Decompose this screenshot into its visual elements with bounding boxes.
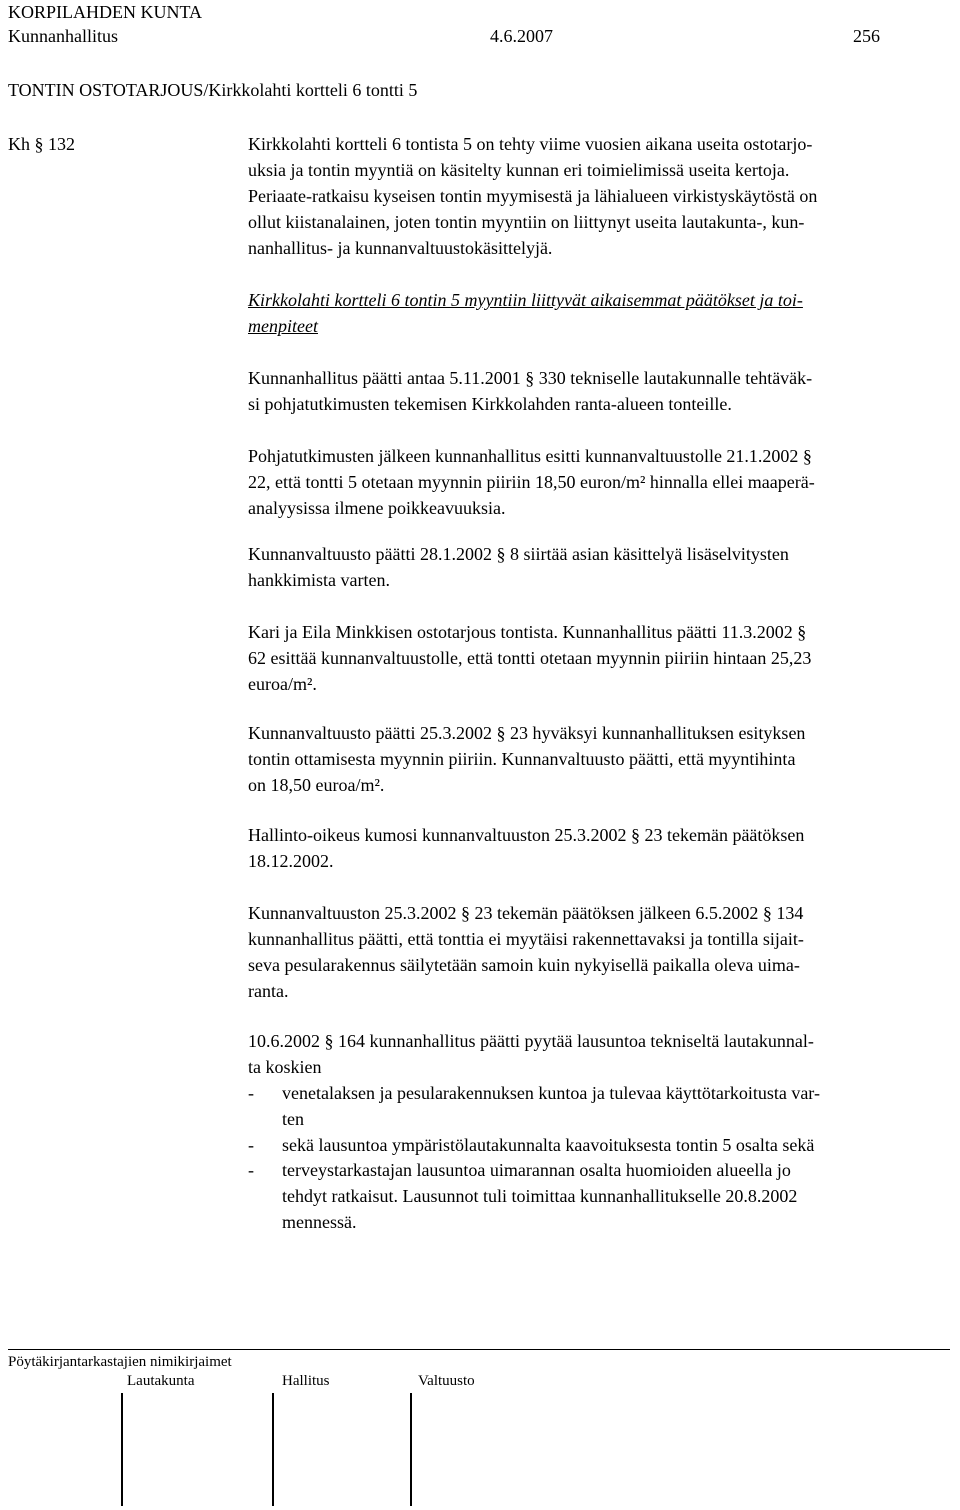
- meeting-date: 4.6.2007: [490, 26, 553, 46]
- document-title: TONTIN OSTOTARJOUS/Kirkkolahti kortteli 6 tontti 5: [8, 80, 418, 100]
- text-line: si pohjatutkimusten tekemisen Kirkkolahden ranta-alueen tonteille.: [248, 394, 732, 414]
- text-line: Kari ja Eila Minkkisen ostotarjous tontista. Kunnanhallitus päätti 11.3.2002 §: [248, 622, 807, 642]
- organization-name: KORPILAHDEN KUNTA: [8, 2, 203, 22]
- text-line: mennessä.: [282, 1212, 357, 1232]
- list-item: [248, 1132, 948, 1158]
- subheading-line: menpiteet: [248, 316, 318, 336]
- signature-column-line: [272, 1393, 274, 1506]
- text-line: ollut kiistanalainen, joten tontin myyntiin on liittynyt useita lautakunta-, kun-: [248, 212, 805, 232]
- decision-paragraph: [248, 619, 948, 697]
- text-line: uksia ja tontin myyntiä on käsitelty kunnan eri toimielimissä useita kertoja.: [248, 160, 790, 180]
- text-line: 62 esittää kunnanvaltuustolle, että tontti otetaan myynnin piiriin hintaan 25,23: [248, 648, 812, 668]
- text-line: seva pesularakennus säilytetään samoin kuin nykyisellä paikalla oleva uima-: [248, 955, 800, 975]
- text-line: ranta.: [248, 981, 289, 1001]
- section-subheading: [248, 287, 948, 339]
- list-item: [248, 1157, 948, 1235]
- text-line: analyysissa ilmene poikkeavuuksia.: [248, 498, 506, 518]
- column-valtuusto: Valtuusto: [418, 1373, 475, 1389]
- text-line: Hallinto-oikeus kumosi kunnanvaltuuston 25.3.2002 § 23 tekemän päätöksen: [248, 825, 805, 845]
- subheading-line: Kirkkolahti kortteli 6 tontin 5 myyntiin liittyvät aikaisemmat päätökset ja toi-: [248, 290, 803, 310]
- text-line: euroa/m².: [248, 674, 317, 694]
- signature-column-line: [410, 1393, 412, 1506]
- text-line: Kunnanvaltuuston 25.3.2002 § 23 tekemän päätöksen jälkeen 6.5.2002 § 134: [248, 903, 804, 923]
- text-line: tontin ottamisesta myynnin piiriin. Kunnanvaltuusto päätti, että myyntihinta: [248, 749, 796, 769]
- text-line: Kunnanvaltuusto päätti 28.1.2002 § 8 siirtää asian käsittelyä lisäselvitysten: [248, 544, 789, 564]
- decision-paragraph: [248, 822, 948, 874]
- text-line: 10.6.2002 § 164 kunnanhallitus päätti pyytää lausuntoa tekniseltä lautakunnal-: [248, 1031, 814, 1051]
- footer-divider: [8, 1349, 950, 1350]
- decision-paragraph: [248, 1028, 948, 1080]
- page-number: 256: [853, 26, 880, 46]
- decision-paragraph: [248, 541, 948, 593]
- text-line: hankkimista varten.: [248, 570, 390, 590]
- text-line: Kunnanhallitus päätti antaa 5.11.2001 § 330 tekniselle lautakunnalle tehtäväk-: [248, 368, 813, 388]
- case-reference: Kh § 132: [8, 134, 75, 154]
- text-line: tehdyt ratkaisut. Lausunnot tuli toimittaa kunnanhallitukselle 20.8.2002: [282, 1186, 798, 1206]
- text-line: Kirkkolahti kortteli 6 tontista 5 on tehty viime vuosien aikana useita ostotarjo-: [248, 134, 813, 154]
- list-item: [248, 1080, 948, 1132]
- decision-paragraph: [248, 443, 948, 521]
- text-line: terveystarkastajan lausuntoa uimarannan osalta huomioiden alueella jo: [282, 1160, 791, 1180]
- text-line: Periaate-ratkaisu kyseisen tontin myymisestä ja lähialueen virkistyskäytöstä on: [248, 186, 818, 206]
- signature-column-line: [121, 1393, 123, 1506]
- text-line: ten: [282, 1109, 304, 1129]
- text-line: ta koskien: [248, 1057, 322, 1077]
- text-line: nanhallitus- ja kunnanvaltuustokäsittelyjä.: [248, 238, 553, 258]
- list-marker: -: [248, 1135, 254, 1155]
- meeting-body: Kunnanhallitus: [8, 26, 118, 46]
- decision-paragraph: [248, 720, 948, 798]
- text-line: sekä lausuntoa ympäristölautakunnalta kaavoituksesta tontin 5 osalta sekä: [282, 1135, 815, 1155]
- text-line: 18.12.2002.: [248, 851, 334, 871]
- decision-paragraph: [248, 365, 948, 417]
- text-line: venetalaksen ja pesularakennuksen kuntoa ja tulevaa käyttötarkoitusta var-: [282, 1083, 820, 1103]
- text-line: kunnanhallitus päätti, että tonttia ei myytäisi rakennettavaksi ja tontilla sijait-: [248, 929, 804, 949]
- list-marker: -: [248, 1083, 254, 1103]
- text-line: on 18,50 euroa/m².: [248, 775, 385, 795]
- column-hallitus: Hallitus: [282, 1373, 330, 1389]
- column-lautakunta: Lautakunta: [127, 1373, 195, 1389]
- text-line: 22, että tontti 5 otetaan myynnin piiriin 18,50 euron/m² hinnalla ellei maaperä-: [248, 472, 815, 492]
- intro-paragraph: [248, 131, 948, 261]
- checkers-label: Pöytäkirjantarkastajien nimikirjaimet: [8, 1354, 232, 1370]
- decision-paragraph: [248, 900, 948, 1004]
- text-line: Kunnanvaltuusto päätti 25.3.2002 § 23 hyväksyi kunnanhallituksen esityksen: [248, 723, 806, 743]
- list-marker: -: [248, 1160, 254, 1180]
- text-line: Pohjatutkimusten jälkeen kunnanhallitus esitti kunnanvaltuustolle 21.1.2002 §: [248, 446, 812, 466]
